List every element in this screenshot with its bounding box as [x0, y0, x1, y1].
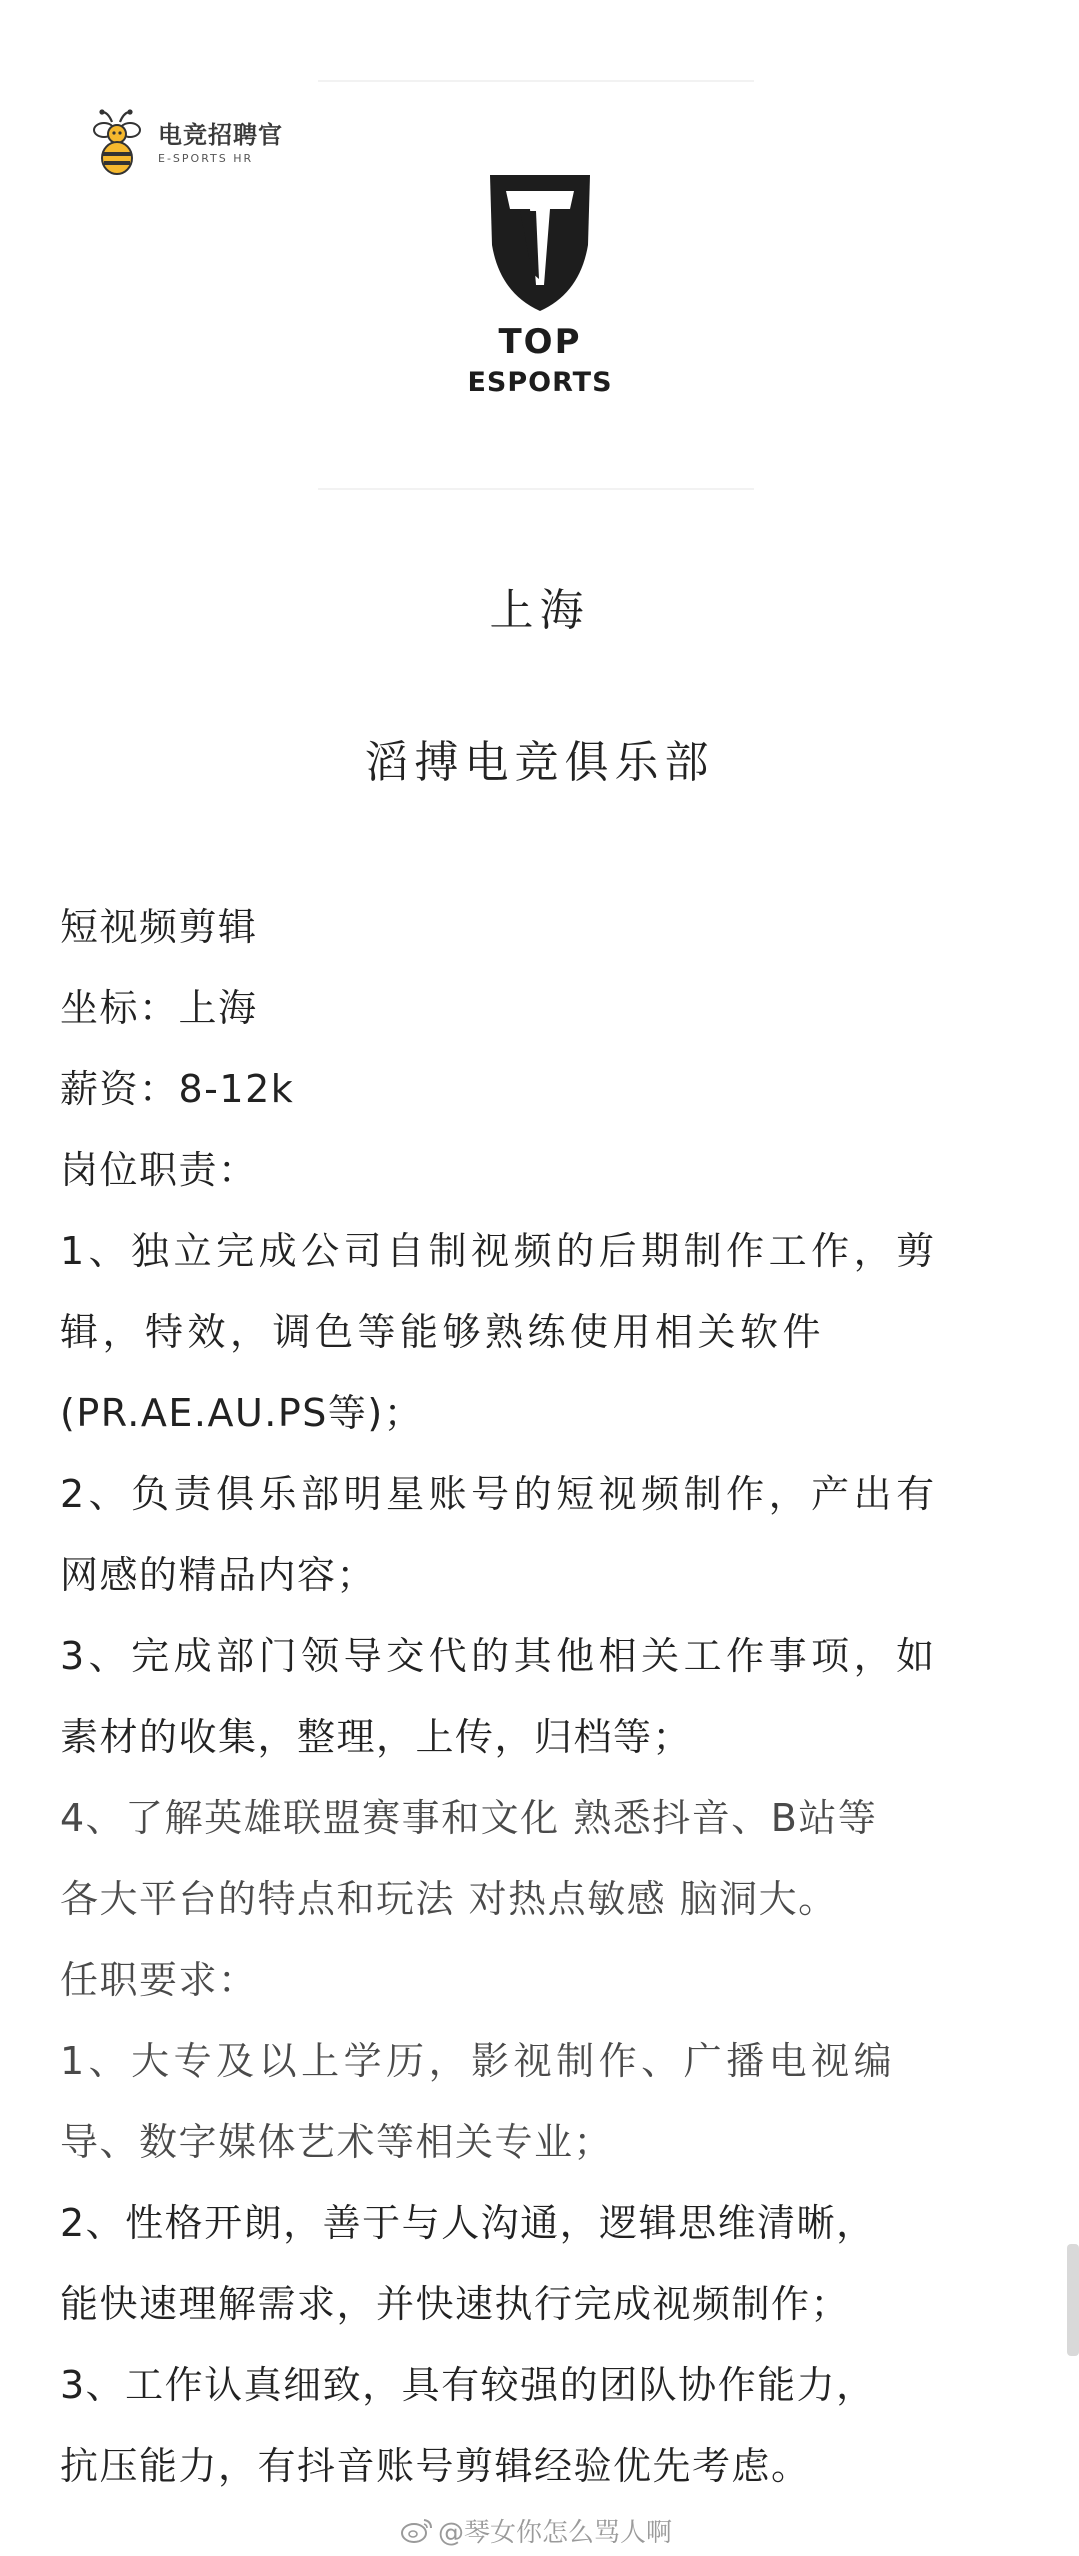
requirement-line: 导、数字媒体艺术等相关专业； — [60, 2120, 614, 2164]
top-esports-logo — [440, 175, 640, 400]
requirement-line: 能快速理解需求，并快速执行完成视频制作； — [60, 2282, 851, 2326]
scrollbar-thumb[interactable] — [1067, 2244, 1079, 2356]
duty-line: 3、完成部门领导交代的其他相关工作事项，如 — [60, 1634, 939, 1678]
brand-name-en: E-SPORTS HR — [158, 151, 254, 165]
esports-hr-logo — [84, 104, 284, 182]
requirement-line: 1、大专及以上学历，影视制作、广播电视编 — [60, 2039, 897, 2083]
duty-line: (PR.AE.AU.PS等)； — [60, 1391, 424, 1435]
city-heading: 上海 — [489, 585, 590, 636]
team-logo-line1: TOP — [498, 322, 582, 362]
requirement-line: 抗压能力，有抖音账号剪辑经验优先考虑。 — [60, 2444, 811, 2488]
duty-line: 网感的精品内容； — [60, 1553, 377, 1597]
job-salary: 薪资：8-12k — [60, 1067, 295, 1111]
brand-name-cn: 电竞招聘官 — [158, 120, 283, 149]
duty-line: 1、独立完成公司自制视频的后期制作工作，剪 — [60, 1229, 939, 1273]
duties-heading: 岗位职责： — [60, 1148, 258, 1192]
requirement-line: 2、性格开朗，善于与人沟通，逻辑思维清晰， — [60, 2201, 876, 2245]
duty-line: 各大平台的特点和玩法 对热点敏感 脑洞大。 — [60, 1877, 838, 1921]
weibo-watermark — [400, 2510, 672, 2550]
bee-icon — [84, 108, 154, 178]
duty-line: 辑，特效，调色等能够熟练使用相关软件 — [60, 1310, 826, 1354]
top-divider — [318, 80, 754, 82]
requirement-line: 3、工作认真细致，具有较强的团队协作能力， — [60, 2363, 876, 2407]
club-heading: 滔搏电竞俱乐部 — [364, 737, 715, 788]
job-location: 坐标：上海 — [60, 986, 258, 1030]
header-divider — [318, 488, 754, 490]
duty-line: 素材的收集，整理，上传，归档等； — [60, 1715, 693, 1759]
team-logo-line2: ESPORTS — [467, 367, 613, 398]
job-description — [60, 887, 1020, 2507]
duty-line: 2、负责俱乐部明星账号的短视频制作，产出有 — [60, 1472, 939, 1516]
job-title: 短视频剪辑 — [60, 905, 258, 949]
watermark-text: @琴女你怎么骂人啊 — [438, 2517, 673, 2548]
requirements-heading: 任职要求： — [60, 1958, 258, 2002]
weibo-icon — [400, 2516, 434, 2544]
duty-line: 4、了解英雄联盟赛事和文化 熟悉抖音、B站等 — [60, 1796, 878, 1840]
